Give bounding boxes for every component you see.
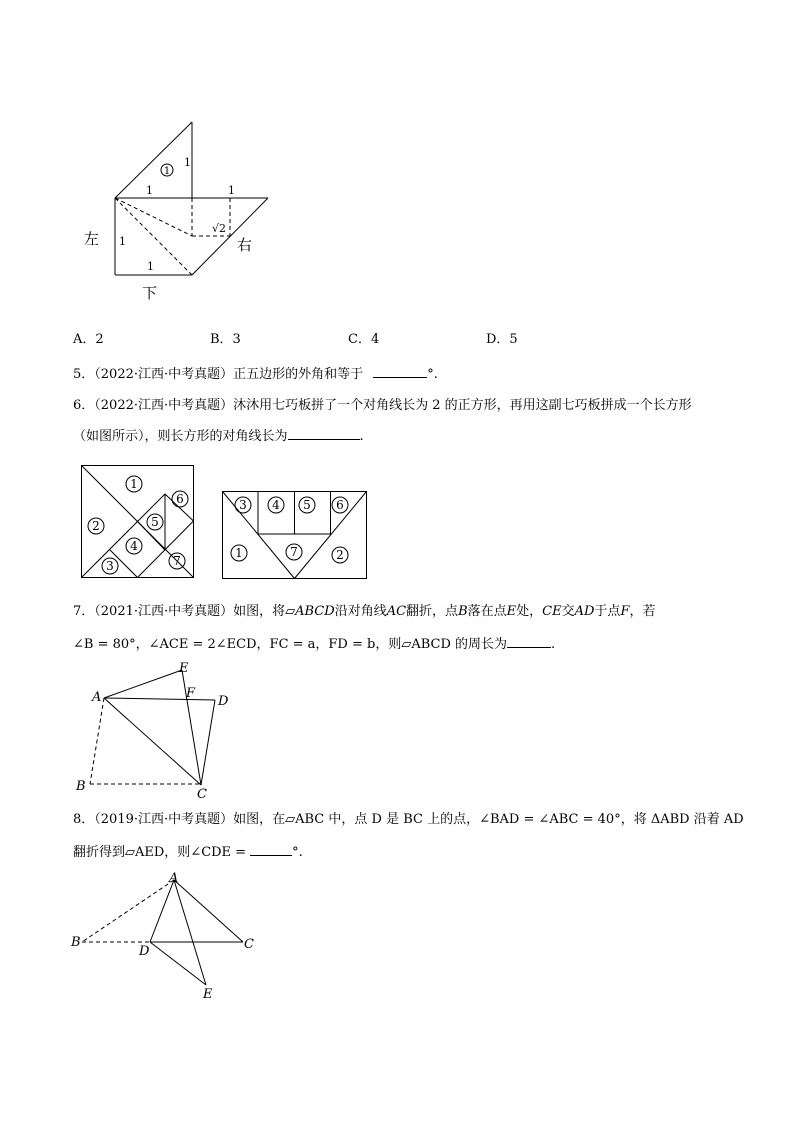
q7-math: B — [458, 604, 468, 619]
tangram-label: 7 — [173, 554, 181, 568]
fig4-len: 1 — [184, 156, 191, 169]
q7-text: 处， — [516, 604, 543, 619]
q7-text: ∠B = 80°，∠ACE = 2∠ECD，FC = a，FD = b，则▱ABCD 的周长为 — [73, 637, 508, 652]
q7-math: AC — [386, 604, 407, 619]
q7-label-b: B — [76, 779, 86, 794]
q7-text: 落在点 — [467, 604, 507, 619]
figure-q8 — [68, 868, 268, 1003]
answer-blank[interactable] — [373, 365, 427, 378]
q7-math: AD — [574, 604, 595, 619]
fig4-len: 1 — [146, 184, 153, 197]
q7-line2 — [73, 635, 555, 653]
answer-blank[interactable] — [288, 427, 360, 440]
fig4-bottom: 下 — [142, 284, 158, 302]
tangram-label: 5 — [151, 515, 159, 529]
tangram-label: 2 — [92, 519, 100, 533]
tangram-label: 1 — [235, 546, 243, 560]
tangram-square — [80, 464, 196, 580]
option-c: C．4 — [348, 332, 380, 347]
q7-text: 交 — [561, 604, 575, 619]
tangram-label: 5 — [303, 498, 311, 512]
q6-line2-text: （如图所示），则长方形的对角线长为 — [73, 429, 288, 444]
q7-math: CE — [542, 604, 562, 619]
q5-text: 5．（2022·江西·中考真题）正五边形的外角和等于 — [73, 367, 364, 382]
q8-label-b: B — [71, 935, 81, 950]
question-5 — [73, 365, 438, 383]
fig4-left: 左 — [84, 230, 100, 248]
tangram-label: 1 — [130, 477, 138, 491]
tangram-label: 7 — [290, 545, 298, 559]
q7-text: ，若 — [629, 604, 656, 619]
q7-text: 沿对角线 — [334, 604, 387, 619]
q7-text: 翻折，点 — [406, 604, 459, 619]
fig4-len: 1 — [147, 260, 154, 273]
q7-text: 7．（2021·江西·中考真题）如图，将 — [73, 604, 286, 619]
q7-label-a: A — [92, 690, 102, 705]
tangram-label: 6 — [176, 492, 184, 506]
q7-math: ABCD — [295, 604, 335, 619]
option-d: D．5 — [486, 332, 518, 347]
tangram-label: 4 — [272, 498, 280, 512]
q8-label-d: D — [139, 944, 150, 959]
q7-label-d: D — [218, 694, 229, 709]
tangram-label: 3 — [106, 559, 114, 573]
q5-tail: °. — [427, 367, 438, 382]
figure-q7 — [70, 660, 240, 800]
fig4-len: 1 — [228, 184, 235, 197]
q7-text: 于点 — [594, 604, 621, 619]
option-a: A．2 — [73, 332, 104, 347]
q8-text: 翻折得到▱AED，则∠CDE = — [73, 845, 247, 860]
q7-label-f: F — [186, 686, 196, 701]
q7-line1 — [73, 604, 655, 620]
fig4-len: 1 — [119, 235, 126, 248]
answer-blank[interactable] — [250, 843, 292, 856]
q7-label-c: C — [197, 787, 207, 800]
tangram-label: 3 — [239, 498, 247, 512]
q7-text: ▱ — [285, 604, 296, 619]
tangram-rectangle — [221, 489, 369, 581]
fig4-sqrt2: √2 — [212, 222, 227, 235]
q8-label-c: C — [244, 937, 254, 952]
q7-math: F — [620, 604, 630, 619]
q6-tail: . — [359, 429, 364, 444]
option-b: B．3 — [210, 332, 241, 347]
q8-tail: °. — [292, 845, 303, 860]
fig4-dashed — [115, 198, 192, 236]
tangram-label: 4 — [130, 539, 138, 553]
fig4-line — [115, 122, 192, 198]
answer-blank[interactable] — [507, 635, 551, 648]
q7-math: E — [506, 604, 517, 619]
q8-line2 — [73, 843, 303, 861]
figure-q4 — [80, 118, 280, 303]
q6-line1: 6．（2022·江西·中考真题）沐沐用七巧板拼了一个对角线长为 2 的正方形，再用这副七巧板拼成一个长方形 — [73, 398, 692, 413]
q7-tail: . — [551, 637, 556, 652]
q7-label-e: E — [179, 661, 189, 676]
q8-label-e: E — [203, 987, 213, 1002]
fig4-right: 右 — [237, 236, 253, 254]
tangram-label: 2 — [336, 548, 344, 562]
q8-label-a: A — [169, 871, 179, 886]
fig4-circ1: 1 — [163, 166, 171, 177]
q8-line1: 8．（2019·江西·中考真题）如图，在▱ABC 中，点 D 是 BC 上的点，∠BAD = ∠ABC = 40°，将 ΔABD 沿着 AD — [73, 812, 744, 827]
tangram-label: 6 — [336, 498, 344, 512]
q6-line2 — [73, 427, 364, 445]
